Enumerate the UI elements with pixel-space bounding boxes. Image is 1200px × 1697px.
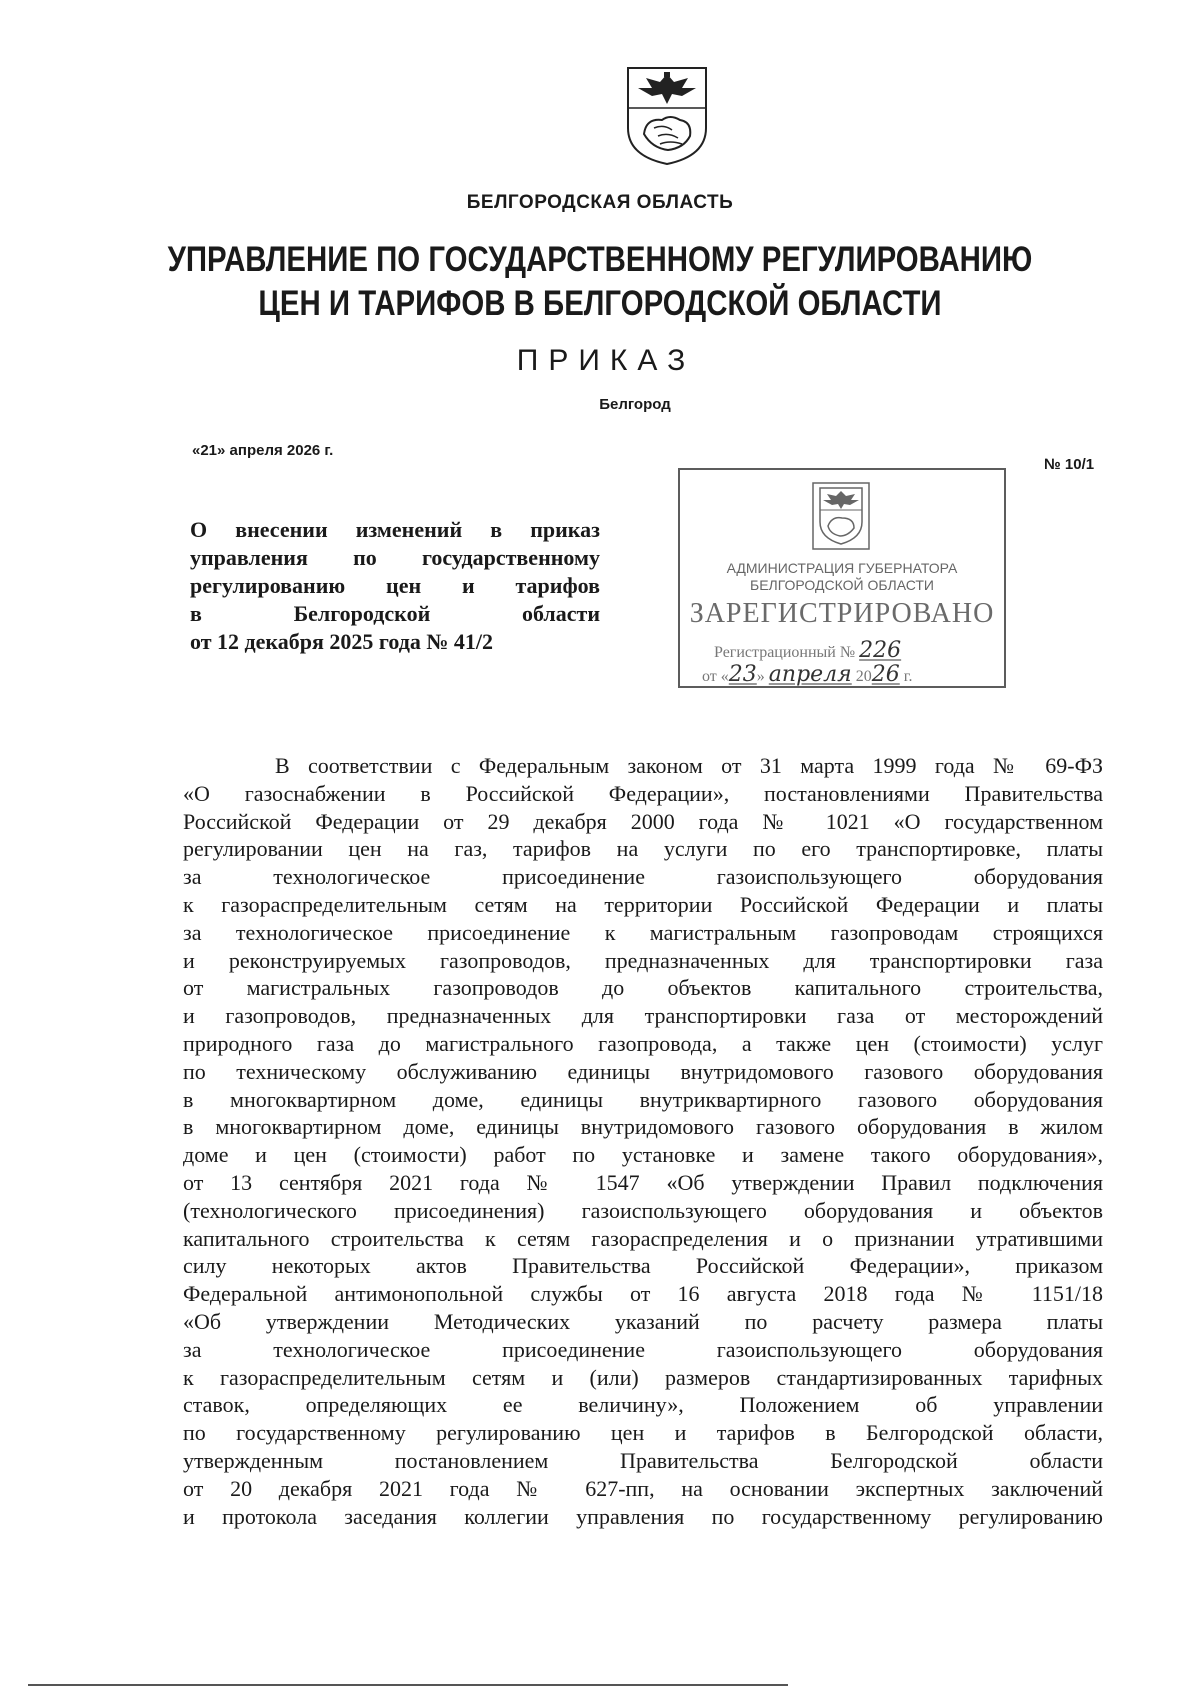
body-line: Федеральной антимонопольной службы от 16 августа 2018 года № 1151/18 <box>183 1281 1103 1307</box>
subject-line: О внесении изменений в приказ <box>190 517 600 542</box>
body-line: за технологическое присоединение газоиспользующего оборудования <box>183 1336 1103 1362</box>
stamp-date-mid: » <box>756 668 765 685</box>
body-line: капитального строительства к сетям газораспределения и о признании утратившими <box>183 1225 1103 1251</box>
agency-name-line1: УПРАВЛЕНИЕ ПО ГОСУДАРСТВЕННОМУ РЕГУЛИРОВАНИЮ <box>167 240 1033 279</box>
body-line: к газораспределительным сетям на территории Российской Федерации и платы <box>183 891 1103 917</box>
stamp-emblem-icon <box>812 482 870 550</box>
document-subject <box>190 516 600 656</box>
subject-line: от 12 декабря 2025 года № 41/2 <box>190 629 494 654</box>
body-line: регулировании цен на газ, тарифов на услуги по его транспортировке, платы <box>183 836 1103 862</box>
agency-name-line2: ЦЕН И ТАРИФОВ В БЕЛГОРОДСКОЙ ОБЛАСТИ <box>258 284 942 323</box>
body-line: по государственному регулированию цен и тарифов в Белгородской области, <box>183 1420 1103 1446</box>
stamp-date-row <box>702 662 913 687</box>
document-body <box>183 752 1103 1530</box>
bottom-edge-line <box>28 1684 788 1686</box>
document-date: «21» апреля 2026 г. <box>192 442 334 459</box>
body-line: утвержденным постановлением Правительства Белгородской области <box>183 1447 1103 1473</box>
region-name: БЕЛГОРОДСКАЯ ОБЛАСТЬ <box>466 192 734 213</box>
registration-stamp <box>678 468 1006 688</box>
stamp-date-prefix: от « <box>702 668 729 685</box>
body-line: и газопроводов, предназначенных для транспортировки газа от месторождений <box>183 1003 1103 1029</box>
body-line: (технологического присоединения) газоиспользующего оборудования и объектов <box>183 1197 1103 1223</box>
body-line: в многоквартирном доме, единицы внутридомового газового оборудования в жилом <box>183 1114 1103 1140</box>
subject-line: в Белгородской области <box>190 601 600 626</box>
body-line: Российской Федерации от 29 декабря 2000 года № 1021 «О государственном <box>183 808 1103 834</box>
body-line: за технологическое присоединение к магистральным газопроводам строящихся <box>183 919 1103 945</box>
body-line: В соответствии с Федеральным законом от 31 марта 1999 года № 69-ФЗ <box>275 753 1103 778</box>
body-line: в многоквартирном доме, единицы внутриквартирного газового оборудования <box>183 1086 1103 1112</box>
body-line: от 20 декабря 2021 года № 627-пп, на основании экспертных заключений <box>183 1475 1103 1501</box>
body-line: ставок, определяющих ее величину», Положением об управлении <box>183 1392 1103 1418</box>
stamp-reg-label: Регистрационный № <box>714 644 856 661</box>
body-line: и реконструируемых газопроводов, предназначенных для транспортировки газа <box>183 947 1103 973</box>
stamp-date-suffix: г. <box>903 668 913 685</box>
coat-of-arms-icon <box>624 64 710 168</box>
body-line: от магистральных газопроводов до объектов капитального строительства, <box>183 975 1103 1001</box>
stamp-org-line2: БЕЛГОРОДСКОЙ ОБЛАСТИ <box>750 577 934 593</box>
stamp-reg-number: 226 <box>859 638 902 663</box>
stamp-registered-label: ЗАРЕГИСТРИРОВАНО <box>689 598 995 629</box>
body-line: доме и цен (стоимости) работ по установке и замене такого оборудования», <box>183 1142 1103 1168</box>
document-city: Белгород <box>599 396 671 413</box>
body-line: за технологическое присоединение газоиспользующего оборудования <box>183 864 1103 890</box>
subject-line: управления по государственному <box>190 545 600 570</box>
stamp-date-year: 26 <box>871 662 900 687</box>
body-line: от 13 сентября 2021 года № 1547 «Об утверждении Правил подключения <box>183 1169 1103 1195</box>
document-number: № 10/1 <box>1044 456 1095 473</box>
body-line: природного газа до магистрального газопровода, а также цен (стоимости) услуг <box>183 1030 1103 1056</box>
stamp-reg-number-row <box>714 638 901 663</box>
body-line: силу некоторых актов Правительства Российской Федерации», приказом <box>183 1253 1103 1279</box>
stamp-date-day: 23 <box>728 662 757 687</box>
stamp-org-line1: АДМИНИСТРАЦИЯ ГУБЕРНАТОРА <box>726 560 958 576</box>
body-line: к газораспределительным сетям и (или) размеров стандартизированных тарифных <box>183 1364 1103 1390</box>
stamp-date-year-prefix: 20 <box>855 668 872 685</box>
body-line: и протокола заседания коллегии управления по государственному регулированию <box>183 1503 1103 1529</box>
document-type-title: ПРИКАЗ <box>516 344 696 377</box>
subject-line: регулированию цен и тарифов <box>190 573 600 598</box>
body-line: «Об утверждении Методических указаний по расчету размера платы <box>183 1308 1103 1334</box>
stamp-date-month: апреля <box>768 662 852 687</box>
body-line: «О газоснабжении в Российской Федерации», постановлениями Правительства <box>183 780 1103 806</box>
body-line: по техническому обслуживанию единицы внутридомового газового оборудования <box>183 1058 1103 1084</box>
